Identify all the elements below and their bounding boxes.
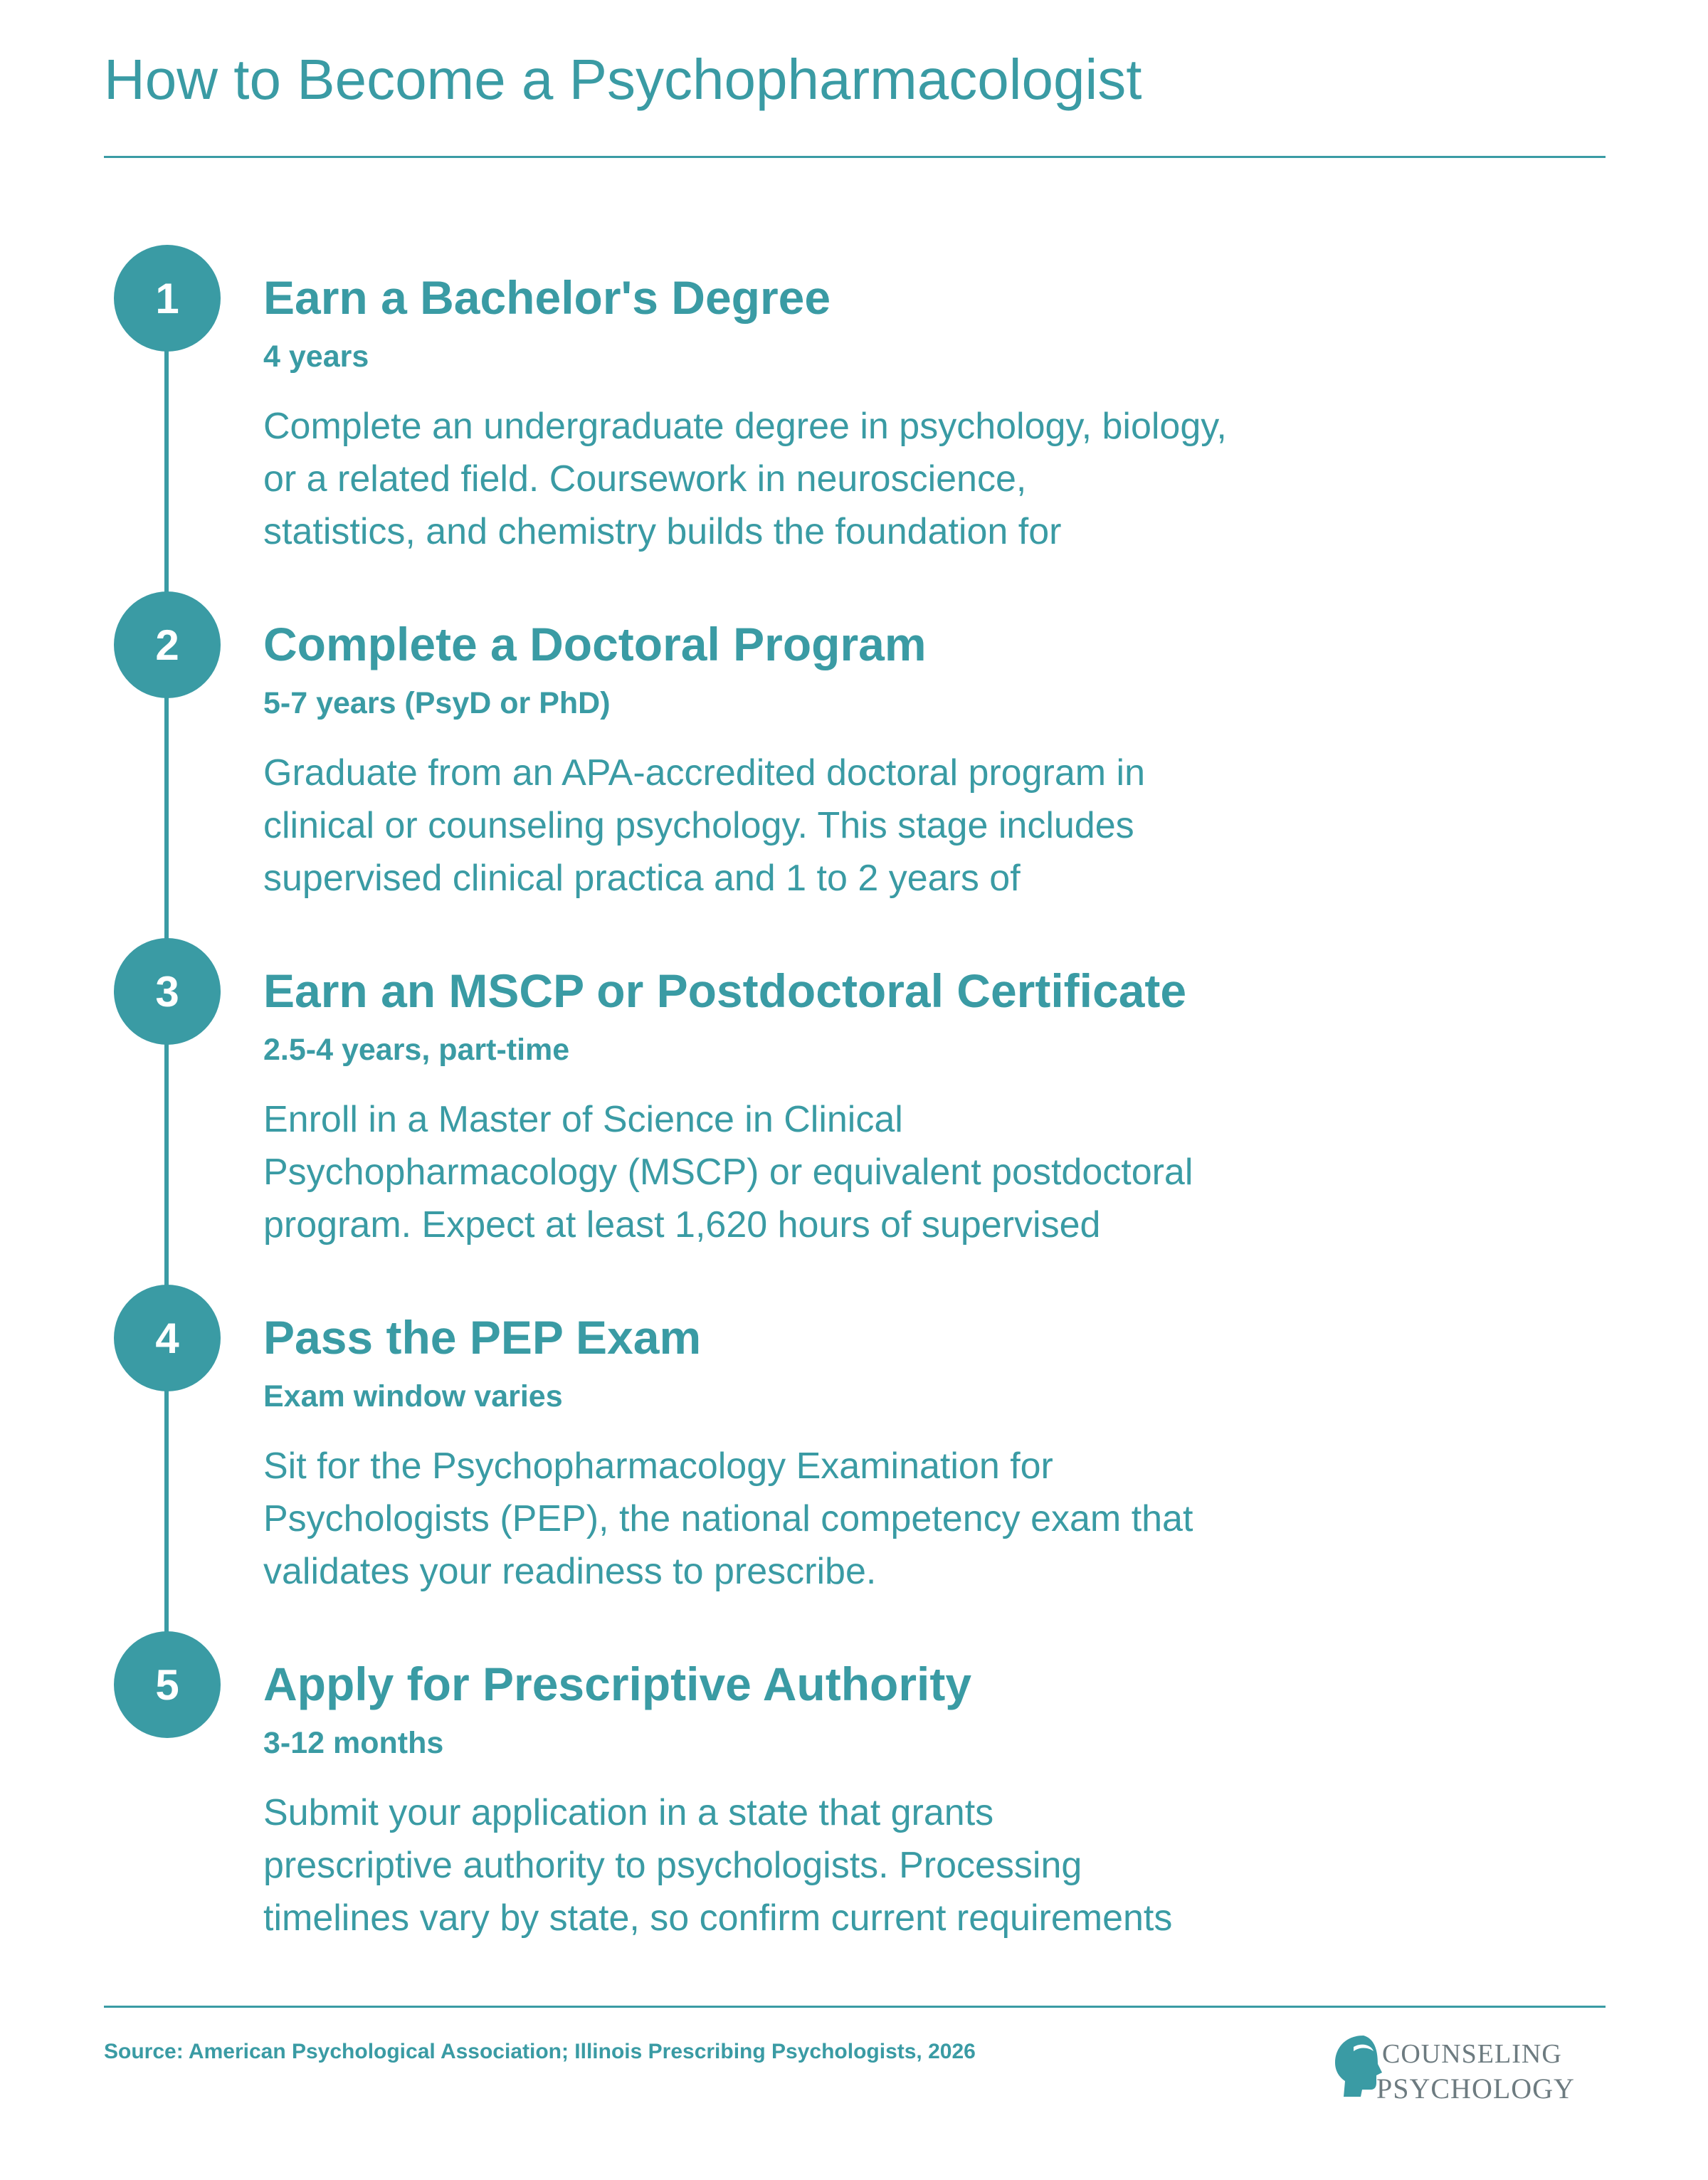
description-line: statistics, and chemistry builds the foundation for bbox=[263, 511, 1062, 552]
step-title: Complete a Doctoral Program bbox=[263, 618, 927, 670]
description-line: prescriptive authority to psychologists. Processing bbox=[263, 1845, 1082, 1886]
step-title: Earn a Bachelor's Degree bbox=[263, 271, 831, 324]
step-duration: 3-12 months bbox=[263, 1726, 444, 1760]
description-line: Sit for the Psychopharmacology Examination for bbox=[263, 1446, 1053, 1487]
step-4 bbox=[0, 1285, 1708, 1592]
step-duration: Exam window varies bbox=[263, 1379, 563, 1413]
step-5 bbox=[0, 1631, 1708, 1939]
description-line: Psychologists (PEP), the national competency exam that bbox=[263, 1498, 1193, 1539]
source-citation: Source: American Psychological Association; Illinois Prescribing Psychologists, 2026 bbox=[104, 2040, 976, 2063]
header-divider bbox=[104, 156, 1606, 158]
description-line: or a related field. Coursework in neuroscience, bbox=[263, 458, 1027, 500]
step-description bbox=[263, 1786, 1374, 1944]
step-title: Apply for Prescriptive Authority bbox=[263, 1658, 972, 1710]
step-2 bbox=[0, 591, 1708, 899]
logo-line-2: PSYCHOLOGY bbox=[1376, 2073, 1575, 2105]
step-description bbox=[263, 400, 1374, 558]
step-title: Pass the PEP Exam bbox=[263, 1311, 702, 1364]
description-line: Graduate from an APA-accredited doctoral program in bbox=[263, 752, 1145, 794]
step-number-badge: 5 bbox=[114, 1631, 221, 1738]
step-number-badge: 3 bbox=[114, 938, 221, 1045]
step-number-badge: 1 bbox=[114, 245, 221, 352]
step-number-badge: 4 bbox=[114, 1285, 221, 1391]
step-description bbox=[263, 747, 1374, 905]
description-line: validates your readiness to prescribe. bbox=[263, 1551, 877, 1592]
description-line: timelines vary by state, so confirm current requirements bbox=[263, 1897, 1173, 1939]
description-line: program. Expect at least 1,620 hours of supervised bbox=[263, 1204, 1101, 1246]
step-number-badge: 2 bbox=[114, 591, 221, 698]
step-description bbox=[263, 1093, 1374, 1251]
step-1 bbox=[0, 245, 1708, 552]
description-line: Submit your application in a state that grants bbox=[263, 1792, 994, 1833]
step-duration: 5-7 years (PsyD or PhD) bbox=[263, 686, 611, 720]
description-line: Enroll in a Master of Science in Clinical bbox=[263, 1099, 903, 1140]
step-duration: 2.5-4 years, part-time bbox=[263, 1033, 570, 1067]
head-silhouette-icon bbox=[1335, 2036, 1382, 2097]
step-title: Earn an MSCP or Postdoctoral Certificate bbox=[263, 964, 1187, 1017]
description-line: supervised clinical practica and 1 to 2 years of bbox=[263, 858, 1021, 899]
counseling-psychology-logo bbox=[1332, 2031, 1603, 2110]
step-duration: 4 years bbox=[263, 339, 369, 374]
description-line: Complete an undergraduate degree in psychology, biology, bbox=[263, 406, 1227, 447]
step-3 bbox=[0, 938, 1708, 1246]
footer-divider bbox=[104, 2006, 1606, 2008]
page-title: How to Become a Psychopharmacologist bbox=[104, 48, 1142, 111]
step-description bbox=[263, 1440, 1374, 1598]
description-line: Psychopharmacology (MSCP) or equivalent postdoctoral bbox=[263, 1152, 1193, 1193]
logo-line-1: COUNSELING bbox=[1382, 2039, 1562, 2069]
description-line: clinical or counseling psychology. This stage includes bbox=[263, 805, 1134, 846]
